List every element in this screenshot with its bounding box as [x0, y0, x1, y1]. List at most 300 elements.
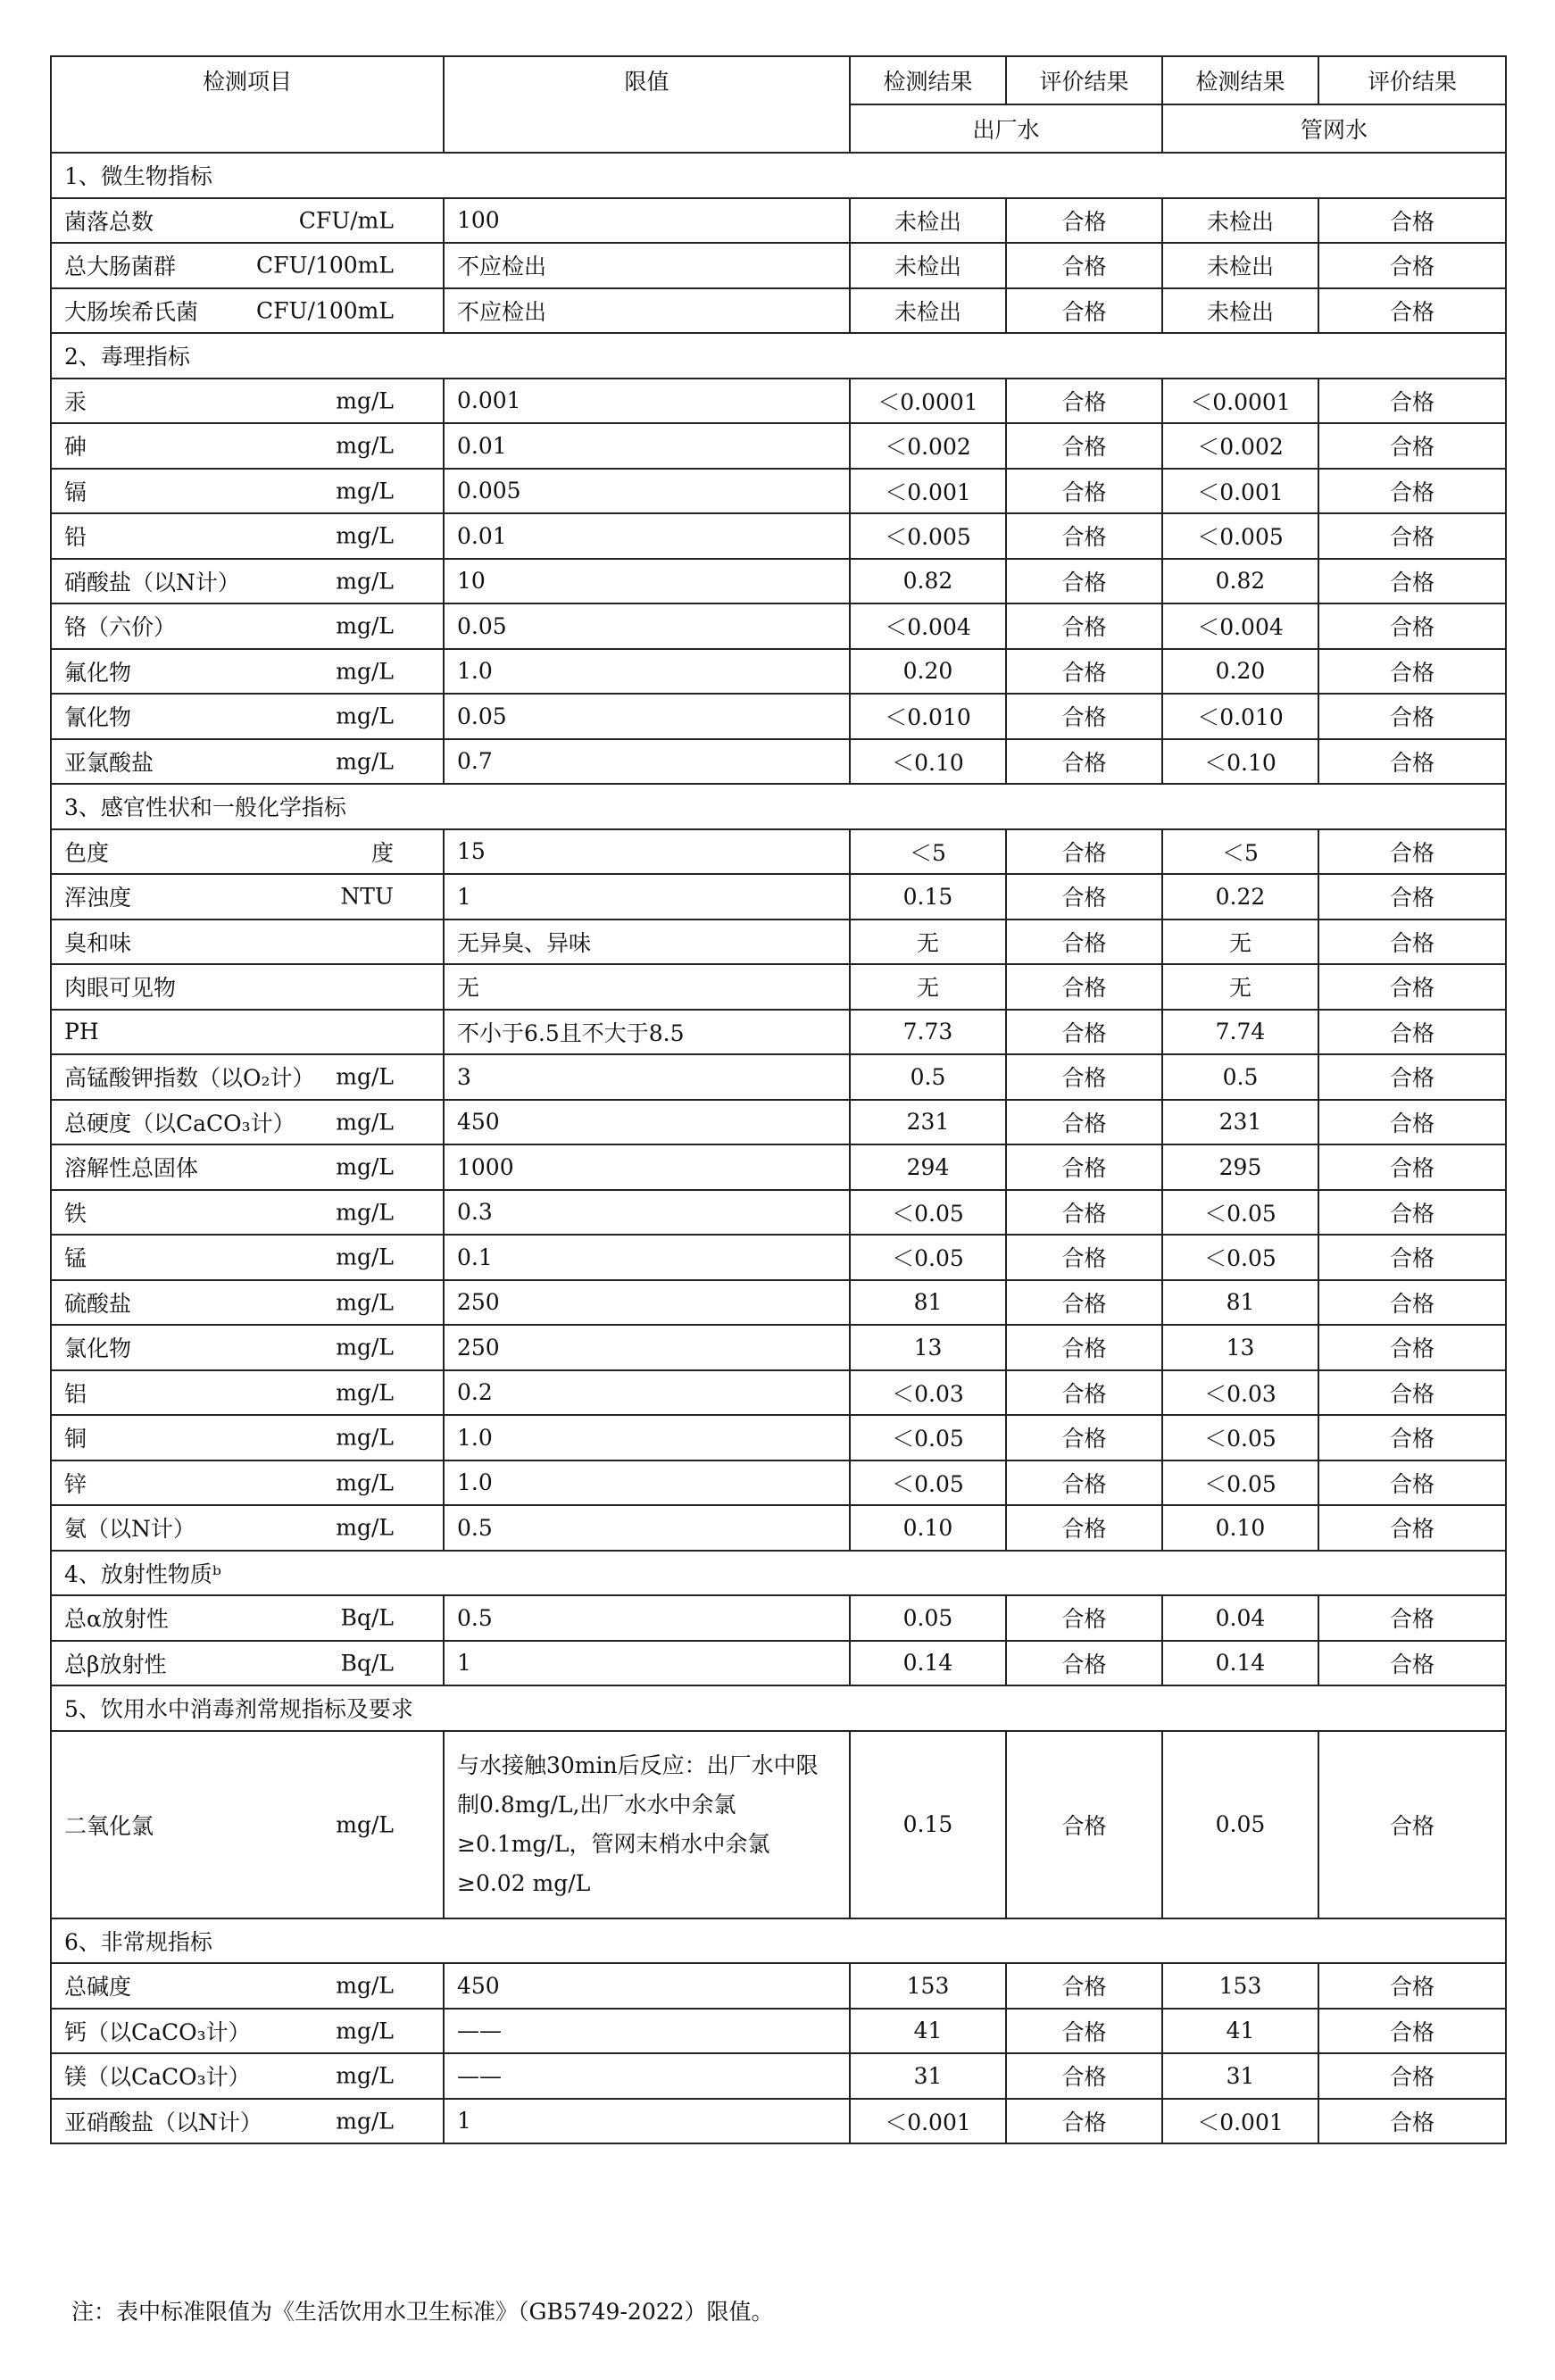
table-row: [51, 964, 1506, 1010]
item-cell: [51, 1415, 444, 1460]
result-plant-cell: ＜0.010: [850, 694, 1006, 739]
item-unit: mg/L: [336, 1334, 394, 1361]
eval-plant-cell: 合格: [1006, 1505, 1162, 1551]
item-unit: mg/L: [336, 1199, 394, 1226]
eval-network-cell: 合格: [1318, 1054, 1506, 1100]
item-cell: [51, 379, 444, 424]
result-network-cell: 0.20: [1162, 649, 1318, 695]
result-plant-cell: ＜5: [850, 829, 1006, 875]
result-plant-cell: 0.15: [850, 1731, 1006, 1918]
item-cell: [51, 513, 444, 559]
item-name: 镉: [64, 478, 87, 505]
eval-plant-cell: 合格: [1006, 964, 1162, 1010]
eval-network-cell: 合格: [1318, 1144, 1506, 1190]
item-name: 浑浊度: [64, 885, 132, 911]
item-unit: mg/L: [336, 1972, 394, 1999]
eval-plant-cell: 合格: [1006, 423, 1162, 469]
eval-plant-cell: 合格: [1006, 1731, 1162, 1918]
limit-cell: 0.005: [444, 469, 850, 514]
item-cell: [51, 874, 444, 920]
table-row: [51, 198, 1506, 244]
section-title: 5、饮用水中消毒剂常规指标及要求: [51, 1685, 1506, 1731]
eval-network-cell: 合格: [1318, 1505, 1506, 1551]
table-row: [51, 513, 1506, 559]
item-cell: [51, 1505, 444, 1551]
eval-plant-cell: 合格: [1006, 739, 1162, 785]
result-plant-cell: 0.20: [850, 649, 1006, 695]
limit-cell: 1.0: [444, 1460, 850, 1506]
item-name: 汞: [64, 388, 87, 415]
item-cell: [51, 920, 444, 965]
item-name: 铝: [64, 1380, 87, 1407]
item-unit: mg/L: [336, 1244, 394, 1270]
table-row: [51, 2099, 1506, 2144]
eval-plant-cell: 合格: [1006, 559, 1162, 604]
section-title: 2、毒理指标: [51, 333, 1506, 379]
table-row: [51, 1144, 1506, 1190]
section-row: [51, 333, 1506, 379]
item-cell: [51, 1325, 444, 1370]
item-unit: mg/L: [336, 2018, 394, 2044]
limit-cell: 1: [444, 2099, 850, 2144]
result-plant-cell: ＜0.005: [850, 513, 1006, 559]
eval-network-cell: 合格: [1318, 513, 1506, 559]
eval-plant-cell: 合格: [1006, 1054, 1162, 1100]
result-network-cell: 13: [1162, 1325, 1318, 1370]
eval-plant-cell: 合格: [1006, 1190, 1162, 1236]
result-network-cell: ＜0.0001: [1162, 379, 1318, 424]
table-row: [51, 1235, 1506, 1280]
result-plant-cell: ＜0.001: [850, 469, 1006, 514]
table-row: [51, 2053, 1506, 2099]
table-row: [51, 1595, 1506, 1641]
item-unit: mg/L: [336, 432, 394, 459]
limit-cell: 1.0: [444, 649, 850, 695]
result-plant-cell: ＜0.001: [850, 2099, 1006, 2144]
table-row: [51, 1370, 1506, 1416]
eval-plant-cell: 合格: [1006, 1370, 1162, 1416]
eval-network-cell: 合格: [1318, 874, 1506, 920]
header-row: [51, 56, 1506, 104]
item-unit: mg/L: [336, 1289, 394, 1316]
item-unit: Bq/L: [340, 1604, 394, 1631]
limit-cell: 0.5: [444, 1505, 850, 1551]
item-unit: mg/L: [336, 1811, 394, 1837]
result-plant-cell: 294: [850, 1144, 1006, 1190]
item-cell: [51, 964, 444, 1010]
eval-plant-cell: 合格: [1006, 1460, 1162, 1506]
limit-cell: 100: [444, 198, 850, 244]
item-name: 氨（以N计）: [64, 1516, 195, 1543]
limit-cell: 0.3: [444, 1190, 850, 1236]
item-name: 铅: [64, 524, 87, 551]
item-name: 砷: [64, 434, 87, 461]
item-unit: mg/L: [336, 1153, 394, 1180]
eval-plant-cell: 合格: [1006, 874, 1162, 920]
limit-cell: 250: [444, 1280, 850, 1326]
item-cell: [51, 198, 444, 244]
limit-cell: 0.05: [444, 694, 850, 739]
result-network-cell: ＜0.001: [1162, 469, 1318, 514]
eval-network-cell: 合格: [1318, 2009, 1506, 2054]
item-unit: CFU/100mL: [256, 252, 394, 279]
limit-cell: 与水接触30min后反应：出厂水中限制0.8mg/L,出厂水水中余氯≥0.1mg/L，管网末梢水中余氯≥0.02 mg/L: [444, 1731, 850, 1918]
item-name: 菌落总数: [64, 208, 154, 235]
item-unit: 度: [370, 839, 394, 866]
item-name: 二氧化氯: [64, 1812, 154, 1839]
eval-network-cell: 合格: [1318, 1963, 1506, 2009]
table-row: [51, 829, 1506, 875]
result-network-cell: ＜5: [1162, 829, 1318, 875]
item-cell: [51, 649, 444, 695]
result-network-cell: ＜0.05: [1162, 1190, 1318, 1236]
eval-plant-cell: 合格: [1006, 603, 1162, 649]
section-title: 3、感官性状和一般化学指标: [51, 784, 1506, 829]
result-plant-cell: 0.5: [850, 1054, 1006, 1100]
eval-network-cell: 合格: [1318, 1460, 1506, 1506]
eval-network-cell: 合格: [1318, 694, 1506, 739]
eval-plant-cell: 合格: [1006, 694, 1162, 739]
result-network-cell: ＜0.05: [1162, 1235, 1318, 1280]
limit-cell: 3: [444, 1054, 850, 1100]
result-plant-cell: 153: [850, 1963, 1006, 2009]
item-cell: [51, 1370, 444, 1416]
eval-network-cell: 合格: [1318, 288, 1506, 334]
item-unit: mg/L: [336, 478, 394, 504]
eval-network-cell: 合格: [1318, 1010, 1506, 1055]
eval-network-cell: 合格: [1318, 423, 1506, 469]
eval-plant-cell: 合格: [1006, 1415, 1162, 1460]
eval-network-cell: 合格: [1318, 1595, 1506, 1641]
item-name: 镁（以CaCO₃计）: [64, 2064, 251, 2091]
item-unit: mg/L: [336, 658, 394, 685]
item-cell: [51, 1963, 444, 2009]
result-network-cell: 31: [1162, 2053, 1318, 2099]
item-cell: [51, 2099, 444, 2144]
item-name: 溶解性总固体: [64, 1155, 199, 1182]
header-limit: 限值: [444, 56, 850, 153]
section-title: 6、非常规指标: [51, 1918, 1506, 1964]
eval-plant-cell: 合格: [1006, 1010, 1162, 1055]
eval-plant-cell: 合格: [1006, 1144, 1162, 1190]
item-cell: [51, 243, 444, 288]
item-cell: [51, 1460, 444, 1506]
item-name: 总碱度: [64, 1974, 132, 2001]
header-result-1: 检测结果: [850, 56, 1006, 104]
item-cell: [51, 694, 444, 739]
eval-network-cell: 合格: [1318, 2053, 1506, 2099]
section-row: [51, 1685, 1506, 1731]
result-network-cell: 0.5: [1162, 1054, 1318, 1100]
item-name: 铁: [64, 1200, 87, 1227]
table-row: [51, 1280, 1506, 1326]
item-name: 铜: [64, 1426, 87, 1452]
limit-cell: 250: [444, 1325, 850, 1370]
item-cell: [51, 423, 444, 469]
result-plant-cell: 无: [850, 920, 1006, 965]
result-plant-cell: ＜0.05: [850, 1235, 1006, 1280]
result-network-cell: 0.14: [1162, 1641, 1318, 1686]
table-row: [51, 1415, 1506, 1460]
section-row: [51, 784, 1506, 829]
limit-cell: 1000: [444, 1144, 850, 1190]
result-plant-cell: ＜0.002: [850, 423, 1006, 469]
result-plant-cell: 0.14: [850, 1641, 1006, 1686]
eval-network-cell: 合格: [1318, 920, 1506, 965]
item-unit: NTU: [340, 883, 394, 910]
eval-network-cell: 合格: [1318, 1325, 1506, 1370]
eval-plant-cell: 合格: [1006, 1963, 1162, 2009]
item-cell: [51, 1144, 444, 1190]
eval-plant-cell: 合格: [1006, 1280, 1162, 1326]
table-row: [51, 2009, 1506, 2054]
item-cell: [51, 1595, 444, 1641]
eval-network-cell: 合格: [1318, 469, 1506, 514]
table-row: [51, 649, 1506, 695]
limit-cell: 0.01: [444, 513, 850, 559]
eval-network-cell: 合格: [1318, 243, 1506, 288]
result-network-cell: 295: [1162, 1144, 1318, 1190]
eval-plant-cell: 合格: [1006, 1641, 1162, 1686]
table-row: [51, 1190, 1506, 1236]
item-unit: mg/L: [336, 1514, 394, 1541]
limit-cell: 0.7: [444, 739, 850, 785]
header-site-2: 管网水: [1162, 104, 1506, 153]
result-plant-cell: 0.15: [850, 874, 1006, 920]
item-name: 总α放射性: [64, 1606, 169, 1633]
item-cell: [51, 1731, 444, 1918]
eval-network-cell: 合格: [1318, 603, 1506, 649]
item-cell: [51, 2009, 444, 2054]
result-plant-cell: 未检出: [850, 288, 1006, 334]
limit-cell: 10: [444, 559, 850, 604]
table-row: [51, 423, 1506, 469]
table-row: [51, 1641, 1506, 1686]
limit-cell: 无异臭、异味: [444, 920, 850, 965]
result-plant-cell: ＜0.10: [850, 739, 1006, 785]
limit-cell: 0.01: [444, 423, 850, 469]
eval-plant-cell: 合格: [1006, 513, 1162, 559]
result-plant-cell: 0.82: [850, 559, 1006, 604]
eval-network-cell: 合格: [1318, 1415, 1506, 1460]
eval-plant-cell: 合格: [1006, 288, 1162, 334]
item-cell: [51, 288, 444, 334]
eval-network-cell: 合格: [1318, 2099, 1506, 2144]
result-network-cell: 7.74: [1162, 1010, 1318, 1055]
table-row: [51, 1100, 1506, 1145]
eval-network-cell: 合格: [1318, 964, 1506, 1010]
limit-cell: 不小于6.5且不大于8.5: [444, 1010, 850, 1055]
result-network-cell: 0.82: [1162, 559, 1318, 604]
result-plant-cell: 0.05: [850, 1595, 1006, 1641]
item-name: 氯化物: [64, 1336, 132, 1362]
item-unit: mg/L: [336, 387, 394, 414]
result-plant-cell: 31: [850, 2053, 1006, 2099]
eval-plant-cell: 合格: [1006, 243, 1162, 288]
item-name: 氟化物: [64, 659, 132, 686]
item-unit: mg/L: [336, 703, 394, 729]
limit-cell: 0.05: [444, 603, 850, 649]
table-row: [51, 243, 1506, 288]
result-network-cell: 无: [1162, 920, 1318, 965]
limit-cell: 1: [444, 1641, 850, 1686]
eval-network-cell: 合格: [1318, 1190, 1506, 1236]
table-row: [51, 1731, 1506, 1918]
header-eval-1: 评价结果: [1006, 56, 1162, 104]
item-unit: Bq/L: [340, 1650, 394, 1677]
eval-plant-cell: 合格: [1006, 1325, 1162, 1370]
result-plant-cell: ＜0.004: [850, 603, 1006, 649]
result-network-cell: ＜0.05: [1162, 1415, 1318, 1460]
result-plant-cell: ＜0.03: [850, 1370, 1006, 1416]
table-row: [51, 379, 1506, 424]
result-network-cell: ＜0.03: [1162, 1370, 1318, 1416]
limit-cell: ——: [444, 2009, 850, 2054]
table-row: [51, 469, 1506, 514]
header-item: 检测项目: [51, 56, 444, 153]
item-name: 总大肠菌群: [64, 254, 177, 280]
item-name: 钙（以CaCO₃计）: [64, 2018, 251, 2045]
eval-network-cell: 合格: [1318, 1370, 1506, 1416]
limit-cell: 0.1: [444, 1235, 850, 1280]
result-plant-cell: 7.73: [850, 1010, 1006, 1055]
result-plant-cell: 未检出: [850, 243, 1006, 288]
limit-cell: 0.001: [444, 379, 850, 424]
result-plant-cell: 41: [850, 2009, 1006, 2054]
eval-network-cell: 合格: [1318, 739, 1506, 785]
item-cell: [51, 739, 444, 785]
result-network-cell: 0.05: [1162, 1731, 1318, 1918]
limit-cell: 无: [444, 964, 850, 1010]
result-plant-cell: 13: [850, 1325, 1006, 1370]
item-unit: mg/L: [336, 1063, 394, 1090]
item-unit: CFU/100mL: [256, 297, 394, 324]
item-cell: [51, 603, 444, 649]
item-unit: mg/L: [336, 748, 394, 775]
limit-cell: 不应检出: [444, 288, 850, 334]
item-unit: mg/L: [336, 1379, 394, 1406]
item-unit: mg/L: [336, 522, 394, 549]
result-network-cell: ＜0.05: [1162, 1460, 1318, 1506]
result-network-cell: ＜0.004: [1162, 603, 1318, 649]
water-quality-table: [50, 55, 1507, 2144]
item-name: 锌: [64, 1470, 87, 1497]
item-name: 臭和味: [64, 929, 132, 956]
item-unit: mg/L: [336, 1424, 394, 1451]
item-name: 亚氯酸盐: [64, 749, 154, 776]
item-unit: mg/L: [336, 2062, 394, 2089]
table-row: [51, 694, 1506, 739]
eval-network-cell: 合格: [1318, 1235, 1506, 1280]
item-cell: [51, 1235, 444, 1280]
header-site-1: 出厂水: [850, 104, 1162, 153]
table-row: [51, 559, 1506, 604]
eval-plant-cell: 合格: [1006, 1235, 1162, 1280]
eval-network-cell: 合格: [1318, 829, 1506, 875]
result-plant-cell: ＜0.0001: [850, 379, 1006, 424]
item-cell: [51, 1280, 444, 1326]
result-plant-cell: ＜0.05: [850, 1460, 1006, 1506]
item-name: 锰: [64, 1245, 87, 1272]
result-network-cell: 231: [1162, 1100, 1318, 1145]
item-name: 硝酸盐（以N计）: [64, 569, 240, 595]
item-cell: [51, 1010, 444, 1055]
item-unit: mg/L: [336, 612, 394, 639]
item-name: PH: [64, 1019, 99, 1045]
limit-cell: 1: [444, 874, 850, 920]
item-name: 肉眼可见物: [64, 975, 177, 1002]
limit-cell: 0.5: [444, 1595, 850, 1641]
eval-network-cell: 合格: [1318, 1100, 1506, 1145]
item-name: 色度: [64, 839, 110, 866]
table-row: [51, 1505, 1506, 1551]
eval-network-cell: 合格: [1318, 379, 1506, 424]
table-row: [51, 1325, 1506, 1370]
eval-network-cell: 合格: [1318, 649, 1506, 695]
item-unit: mg/L: [336, 2108, 394, 2135]
footnote: 注：表中标准限值为《生活饮用水卫生标准》（GB5749-2022）限值。: [71, 2299, 774, 2325]
eval-network-cell: 合格: [1318, 559, 1506, 604]
section-row: [51, 1918, 1506, 1964]
item-unit: mg/L: [336, 568, 394, 595]
item-name: 硫酸盐: [64, 1290, 132, 1317]
result-plant-cell: 未检出: [850, 198, 1006, 244]
table-row: [51, 1460, 1506, 1506]
item-name: 铬（六价）: [64, 614, 177, 641]
limit-cell: 0.2: [444, 1370, 850, 1416]
item-cell: [51, 1641, 444, 1686]
eval-plant-cell: 合格: [1006, 829, 1162, 875]
eval-plant-cell: 合格: [1006, 920, 1162, 965]
item-cell: [51, 1054, 444, 1100]
section-row: [51, 153, 1506, 198]
section-title: 4、放射性物质ᵇ: [51, 1551, 1506, 1596]
result-network-cell: 未检出: [1162, 198, 1318, 244]
item-cell: [51, 829, 444, 875]
limit-cell: 1.0: [444, 1415, 850, 1460]
result-network-cell: 无: [1162, 964, 1318, 1010]
eval-plant-cell: 合格: [1006, 1100, 1162, 1145]
eval-plant-cell: 合格: [1006, 2009, 1162, 2054]
section-title: 1、微生物指标: [51, 153, 1506, 198]
result-plant-cell: 81: [850, 1280, 1006, 1326]
eval-plant-cell: 合格: [1006, 2053, 1162, 2099]
table-row: [51, 603, 1506, 649]
limit-cell: 不应检出: [444, 243, 850, 288]
limit-cell: 450: [444, 1100, 850, 1145]
result-network-cell: 41: [1162, 2009, 1318, 2054]
item-cell: [51, 2053, 444, 2099]
result-plant-cell: ＜0.05: [850, 1190, 1006, 1236]
eval-network-cell: 合格: [1318, 1731, 1506, 1918]
eval-plant-cell: 合格: [1006, 469, 1162, 514]
limit-cell: ——: [444, 2053, 850, 2099]
result-network-cell: 0.22: [1162, 874, 1318, 920]
section-row: [51, 1551, 1506, 1596]
item-name: 高锰酸钾指数（以O₂计）: [64, 1065, 315, 1092]
item-unit: CFU/mL: [298, 207, 394, 234]
result-plant-cell: 无: [850, 964, 1006, 1010]
item-name: 总β放射性: [64, 1651, 167, 1677]
eval-plant-cell: 合格: [1006, 379, 1162, 424]
item-cell: [51, 469, 444, 514]
item-cell: [51, 1190, 444, 1236]
item-name: 氰化物: [64, 704, 132, 731]
header-eval-2: 评价结果: [1318, 56, 1506, 104]
table-row: [51, 288, 1506, 334]
table-row: [51, 1963, 1506, 2009]
table-row: [51, 739, 1506, 785]
